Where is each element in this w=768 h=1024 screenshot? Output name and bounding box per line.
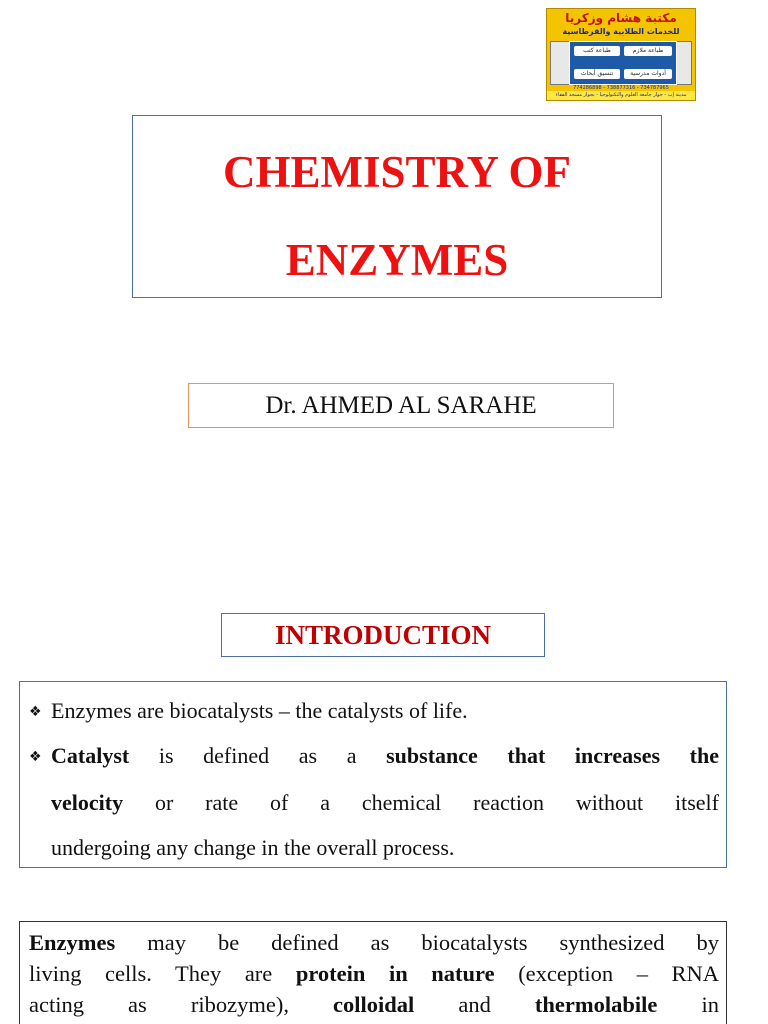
bullet-text: or rate of a chemical reaction without itself bbox=[123, 790, 719, 815]
definition-text: acting as ribozyme), bbox=[29, 992, 334, 1017]
bullet-emphasis: substance that increases the bbox=[386, 743, 720, 768]
logo-services-panel bbox=[569, 41, 677, 85]
logo-phone-numbers: 774286898 - 738877316 - 734787965 bbox=[573, 85, 669, 91]
section-heading-introduction: INTRODUCTION bbox=[221, 613, 545, 657]
bullet-text: undergoing any change in the overall process. bbox=[51, 835, 455, 860]
bullet-item bbox=[29, 743, 719, 769]
logo-tag: تنسيق أبحاث bbox=[574, 69, 620, 79]
definition-emphasis: protein in nature bbox=[295, 961, 495, 986]
definition-line bbox=[29, 961, 719, 987]
bullet-term: Catalyst bbox=[51, 743, 130, 768]
diamond-bullet-icon: ❖ bbox=[29, 749, 42, 765]
logo-address: مدينة إب - جوار جامعة العلوم والتكنولوجيا - بجوار مسجد الفقاء bbox=[547, 91, 695, 100]
logo-side-image-left bbox=[550, 41, 570, 85]
definition-box bbox=[19, 921, 727, 1024]
definition-emphasis: thermolabile bbox=[534, 992, 658, 1017]
logo-subtitle: للخدمات الطلابية والقرطاسية bbox=[562, 27, 680, 36]
definition-text: (exception – RNA bbox=[494, 961, 719, 986]
definition-line bbox=[29, 992, 719, 1018]
intro-bullet-box bbox=[19, 681, 727, 868]
definition-text: in bbox=[657, 992, 719, 1017]
bullet-item bbox=[29, 698, 719, 724]
bullet-emphasis: velocity bbox=[51, 790, 124, 815]
bullet-continuation bbox=[51, 790, 719, 816]
bullet-text: Enzymes are biocatalysts – the catalysts of life. bbox=[51, 698, 468, 723]
logo-tag: طباعة كتب bbox=[574, 46, 620, 56]
logo-title: مكتبة هشام وزكريا bbox=[565, 11, 677, 25]
title-box bbox=[132, 115, 662, 298]
definition-text: may be defined as biocatalysts synthesized by bbox=[115, 930, 719, 955]
logo-tag: أدوات مدرسية bbox=[624, 69, 672, 79]
logo-tag: طباعة ملازم bbox=[624, 46, 672, 56]
author-name: Dr. AHMED AL SARAHE bbox=[188, 383, 614, 428]
definition-text: and bbox=[414, 992, 535, 1017]
definition-text: living cells. They are bbox=[29, 961, 296, 986]
title-line-1: CHEMISTRY OF bbox=[222, 147, 572, 197]
bullet-text: is defined as a bbox=[129, 743, 387, 768]
library-logo bbox=[546, 8, 696, 101]
title-line-2: ENZYMES bbox=[285, 235, 509, 285]
bullet-continuation bbox=[51, 835, 719, 861]
definition-term: Enzymes bbox=[29, 930, 116, 955]
definition-emphasis: colloidal bbox=[333, 992, 415, 1017]
diamond-bullet-icon: ❖ bbox=[29, 704, 42, 720]
definition-line bbox=[29, 930, 719, 956]
